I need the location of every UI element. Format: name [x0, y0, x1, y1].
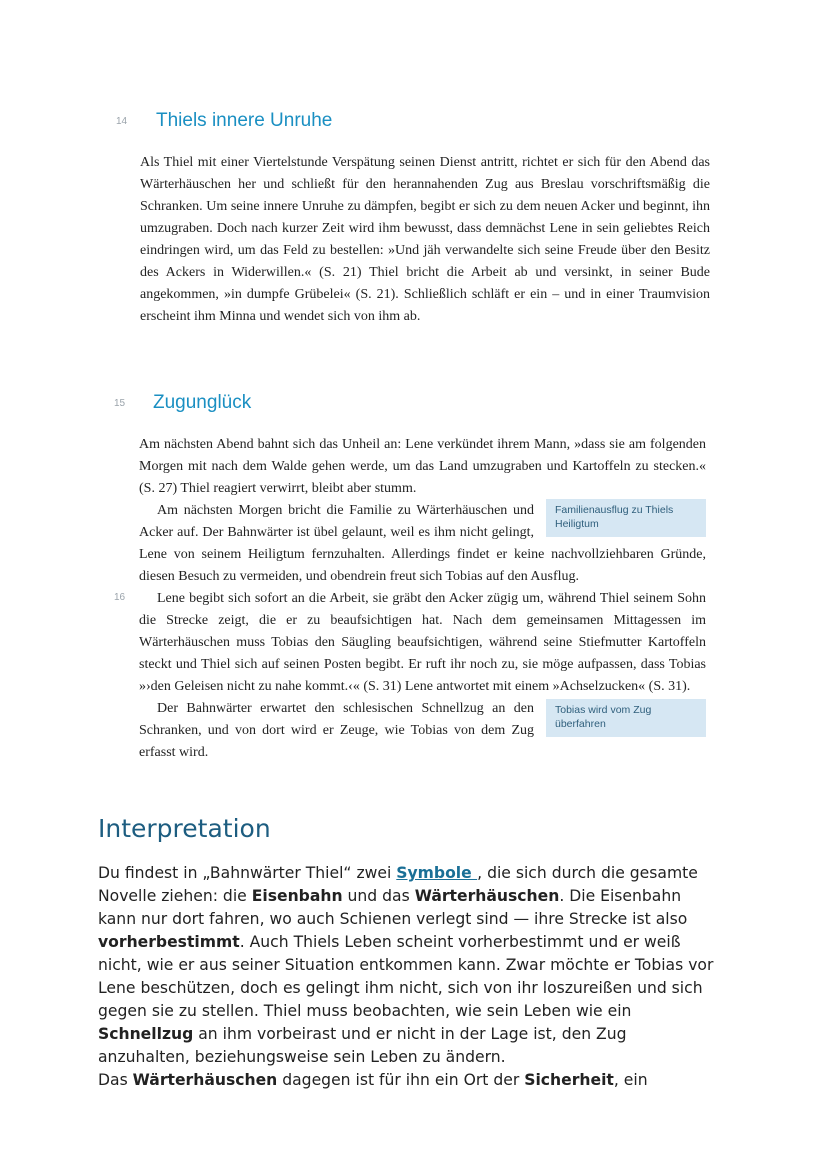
section-15-body [139, 434, 706, 764]
term-eisenbahn: Eisenbahn [251, 887, 343, 905]
term-waerterhaeuschen-2: Wärterhäuschen [132, 1071, 278, 1089]
section-15-paragraph-4 [139, 698, 706, 764]
term-schnellzug: Schnellzug [98, 1025, 194, 1043]
section-title-thiels-innere-unruhe: Thiels innere Unruhe [156, 110, 333, 131]
line-number-15: 15 [114, 398, 126, 409]
section-15-paragraph-1: Am nächsten Abend bahnt sich das Unheil an: Lene verkündet ihrem Mann, »dass sie am folgenden Morgen mit nach dem Walde gehen werde, um das Land umzugraben und Kartoffeln zu stecken.« (S. 27) Thiel reagiert verwirrt, bleibt aber stumm. [139, 437, 706, 496]
term-sicherheit: Sicherheit [524, 1071, 614, 1089]
section-15-paragraph-2-text: Am nächsten Morgen bricht die Familie zu Wärterhäuschen und Acker auf. Der Bahnwärter ist übel gelaunt, weil es ihm nicht gelingt, Lene von seinem Heiligtum fernzuhalten. Allerdings findet er keine nachvollziehbaren Gründe, diesen Besuch zu vermeiden, und obendrein freut sich Tobias auf den Ausflug. [139, 503, 706, 584]
interpretation-body: Du findest in „Bahnwärter Thiel“ zwei Symbole , die sich durch die gesamte Novelle ziehen: die Eisenbahn und das Wärterhäuschen. Die Eisenbahn kann nur dort fahren, wo auch Schienen verlegt sind — ihre Strecke ist also vorherbestimmt. Auch Thiels Leben scheint vorherbestimmt und er weiß nicht, wie er aus seiner Situation entkommen kann. Zwar möchte er Tobias vor Lene beschützen, doch es gelingt ihm nicht, sich von ihr loszureißen und sich gegen sie zu stellen. Thiel muss beobachten, wie sein Leben wie ein Schnellzug an ihm vorbeirast und er nicht in der Lage ist, den Zug anzuhalten, beziehungsweise sein Leben zu ändern. Das Wärterhäuschen dagegen ist für ihn ein Ort der Sicherheit, ein [98, 864, 714, 1089]
line-number-14: 14 [116, 116, 128, 127]
margin-note-familienausflug: Familienausflug zu Thiels Heiligtum [546, 499, 706, 537]
section-title-zugunglueck: Zugunglück [153, 392, 252, 413]
margin-note-tobias-ueberfahren: Tobias wird vom Zug überfahren [546, 699, 706, 737]
term-vorherbestimmt: vorherbestimmt [98, 933, 240, 951]
section-14-body [140, 152, 710, 328]
section-15-paragraph-4-text: Der Bahnwärter erwartet den schlesischen Schnellzug an den Schranken, und von dort wird er Zeuge, wie Tobias von dem Zug erfasst wird. [139, 701, 534, 760]
line-number-16: 16 [114, 592, 126, 603]
section-15-paragraph-2 [139, 500, 706, 588]
section-14-paragraph: Als Thiel mit einer Viertelstunde Verspätung seinen Dienst antritt, richtet er sich für den Abend das Wärterhäuschen her und schließt für den herannahenden Zug aus Breslau vorschriftsmäßig die Schranken. Um seine innere Unruhe zu dämpfen, begibt er sich zu dem neuen Acker und beginnt, ihn umzugraben. Doch nach kurzer Zeit wird ihm bewusst, dass demnächst Lene in sein geliebtes Reich eindringen wird, um das Feld zu bestellen: »Und jäh verwandelte sich seine Freude über den Besitz des Ackers in Widerwillen.« (S. 21) Thiel bricht die Arbeit ab und versinkt, in seiner Bude angekommen, »in dumpfe Grübelei« (S. 21). Schließlich schläft er ein – und in einer Traumvision erscheint ihm Minna und wendet sich von ihm ab. [140, 155, 710, 324]
interpretation-heading: Interpretation [98, 814, 271, 843]
section-15-paragraph-3: Lene begibt sich sofort an die Arbeit, sie gräbt den Acker zügig um, während Thiel seinem Sohn die Strecke zeigt, die er zu beaufsichtigen hat. Nach dem gemeinsamen Mittagessen im Wärterhäuschen muss Tobias den Säugling beaufsichtigen, während seine Stiefmutter Kartoffeln steckt und Thiel sich auf seinen Posten begibt. Er ruft ihr noch zu, sie möge aufpassen, dass Tobias »›den Geleisen nicht zu nahe kommt.‹« (S. 31) Lene antwortet mit einem »Achselzucken« (S. 31). [139, 591, 706, 694]
term-waerterhaeuschen: Wärterhäuschen [414, 887, 560, 905]
symbole-link[interactable]: Symbole [396, 864, 478, 882]
